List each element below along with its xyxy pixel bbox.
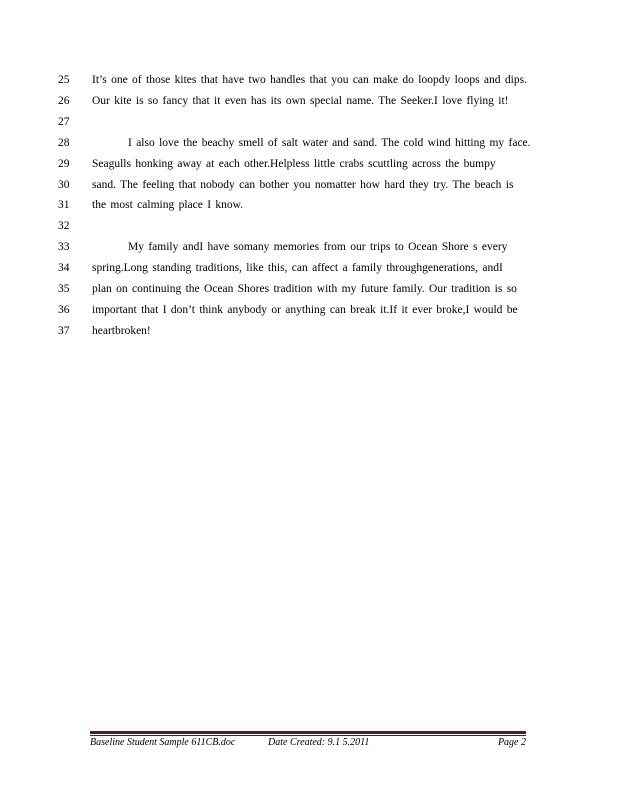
text-line [0, 136, 618, 157]
text-line [0, 303, 618, 324]
line-number: 36 [58, 303, 70, 316]
footer-filename: Baseline Student Sample 611CB.doc [90, 737, 236, 748]
line-number: 26 [58, 94, 70, 107]
line-text: sand. The feeling that nobody can bother you nomatter how hard they try. The beach is [92, 178, 514, 191]
text-line [0, 73, 618, 94]
line-text: plan on continuing the Ocean Shores tradition with my future family. Our tradition is so [92, 283, 517, 295]
line-text: spring.Long standing traditions, like this, can affect a family throughgenerations, andI [92, 262, 503, 275]
text-line [0, 178, 618, 199]
line-number: 31 [58, 199, 70, 212]
line-text: Seagulls honking away at each other.Helpless little crabs scuttling across the bumpy [92, 157, 496, 170]
text-line [0, 94, 618, 115]
line-number: 37 [58, 324, 70, 337]
text-line [0, 219, 618, 240]
text-line [0, 282, 618, 303]
footer-rule-thin [90, 735, 526, 736]
line-number: 29 [58, 157, 70, 170]
line-number: 27 [58, 115, 70, 128]
line-number: 28 [58, 136, 70, 149]
line-text: I also love the beachy smell of salt water and sand. The cold wind hitting my face. [128, 136, 531, 149]
footer-date-created: Date Created: 9.1 5.2011 [268, 737, 370, 748]
line-text: It’s one of those kites that have two handles that you can make do loopdy loops and dips. [92, 74, 527, 86]
line-text: Our kite is so fancy that it even has its own special name. The Seeker.I love flying it! [92, 94, 509, 107]
line-text: important that I don’t think anybody or anything can break it.If it ever broke,I would be [92, 303, 518, 316]
line-text: My family andI have somany memories from our trips to Ocean Shore s every [128, 241, 508, 254]
line-number: 32 [58, 220, 70, 233]
line-text: the most calming place I know. [92, 199, 244, 212]
line-number: 35 [58, 283, 70, 295]
text-line [0, 324, 618, 345]
line-text: heartbroken! [92, 324, 151, 337]
text-line [0, 115, 618, 136]
text-line [0, 261, 618, 282]
line-number: 34 [58, 262, 70, 275]
page-footer [90, 737, 526, 751]
text-line [0, 157, 618, 178]
footer-page-number: Page 2 [497, 737, 526, 748]
text-line [0, 240, 618, 261]
footer-rule [90, 731, 526, 734]
line-number: 33 [58, 241, 70, 254]
text-line [0, 198, 618, 219]
line-number: 25 [58, 74, 70, 86]
line-number: 30 [58, 178, 70, 191]
